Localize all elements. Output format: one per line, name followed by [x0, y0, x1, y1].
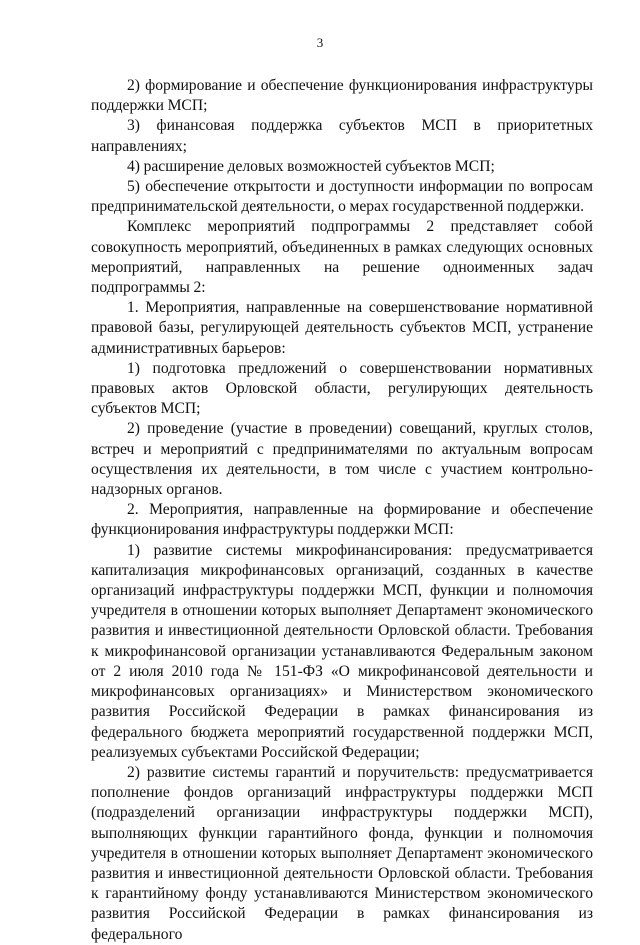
- page-number: 3: [316, 35, 324, 50]
- paragraph: 3) финансовая поддержка субъектов МСП в приоритетных направлениях;: [91, 117, 593, 155]
- paragraph: 2. Мероприятия, направленные на формирование и обеспечение функционирования инфраструктуры поддержки МСП:: [91, 501, 593, 539]
- paragraph: 1. Мероприятия, направленные на совершенствование нормативной правовой базы, регулирующей деятельность субъектов МСП, устранение административных барьеров:: [91, 299, 593, 357]
- paragraph: 2) формирование и обеспечение функционирования инфраструктуры поддержки МСП;: [91, 77, 593, 115]
- paragraph: 1) подготовка предложений о совершенствовании нормативных правовых актов Орловской области, регулирующих деятельность субъектов МСП;: [91, 359, 593, 418]
- paragraph: 1) развитие системы микрофинансирования: предусматривается капитализация микрофинансовых организаций, созданных в качестве организаций инфраструктуры поддержки МСП, функции и полномочия учредителя в отношении которых выполняет Департамент экономического развития и инвестиционной деятельности Орловской области. Требования к микрофинансовой организации устанавливаются Федеральным законом от 2 июля 2010 года № 151-ФЗ «О микрофинансовой деятельности и микрофинансовых организациях» и Министерством экономического развития Российской Федерации в рамках финансирования из федерального бюджета мероприятий государственной поддержки МСП, реализуемых субъектами Российской Федерации;: [91, 541, 593, 761]
- paragraph: 4) расширение деловых возможностей субъектов МСП;: [127, 157, 495, 175]
- paragraph: 5) обеспечение открытости и доступности информации по вопросам предпринимательской деятельности, о мерах государственной поддержки.: [91, 178, 593, 216]
- paragraph: Комплекс мероприятий подпрограммы 2 представляет собой совокупность мероприятий, объединенных в рамках следующих основных мероприятий, направленных на решение одноименных задач подпрограммы 2:: [91, 218, 593, 297]
- paragraph: 2) развитие системы гарантий и поручительств: предусматривается пополнение фондов организаций инфраструктуры поддержки МСП (подразделений организации инфраструктуры поддержки МСП), выполняющих функции гарантийного фонда, функции и полномочия учредителя в отношении которых выполняет Департамент экономического развития и инвестиционной деятельности Орловской области. Требования к гарантийному фонду устанавливаются Министерством экономического развития Российской Федерации в рамках финансирования из федерального: [91, 763, 593, 943]
- document-body: [91, 76, 593, 945]
- paragraph: 2) проведение (участие в проведении) совещаний, круглых столов, встреч и мероприятий с предпринимателями по актуальным вопросам осуществления их деятельности, в том числе с участием контрольно-надзорных органов.: [91, 420, 593, 499]
